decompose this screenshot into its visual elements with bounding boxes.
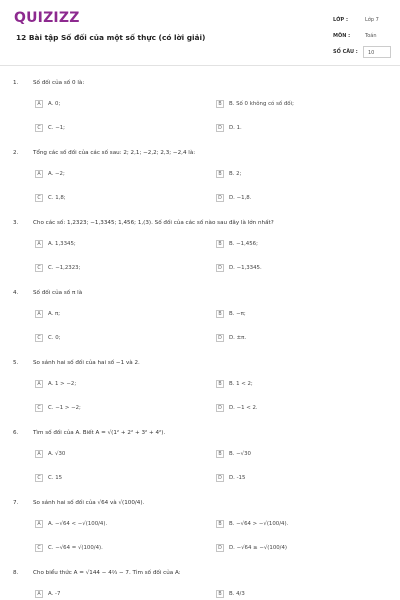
option-letter-box: B	[216, 520, 224, 528]
question-text: Tìm số đối của A. Biết A = √(1² + 2² + 3² + 4²).	[33, 430, 166, 436]
meta-value: Toán	[365, 33, 377, 39]
meta-label: SỐ CÂU :	[333, 49, 358, 55]
option-text: C. −1,2323;	[48, 265, 81, 271]
option-letter-box: B	[216, 450, 224, 458]
page-title: 12 Bài tập Số đối của một số thực (có lời giải)	[16, 33, 206, 42]
question-text: Số đối của số π là	[33, 290, 83, 296]
meta-class	[333, 13, 391, 29]
option-letter-box: C	[35, 124, 43, 132]
option-letter-box: B	[216, 380, 224, 388]
option-text: D. -15	[229, 475, 246, 481]
option-letter-box: C	[35, 544, 43, 552]
meta-label: MÔN :	[333, 33, 351, 39]
option-letter-box: A	[35, 100, 43, 108]
question-number: 1.	[13, 80, 19, 86]
option-letter-box: A	[35, 380, 43, 388]
option-text: A. −√64 < −√(100/4).	[48, 521, 108, 527]
option-text: D. −1,8.	[229, 195, 252, 201]
option-letter-box: B	[216, 240, 224, 248]
question-text: So sánh hai số đối của hai số −1 và 2.	[33, 360, 140, 366]
option-letter-box: B	[216, 170, 224, 178]
option-letter-box: D	[216, 124, 224, 132]
option-letter-box: C	[35, 404, 43, 412]
option-letter-box: D	[216, 404, 224, 412]
option-text: D. ±π.	[229, 335, 247, 341]
meta-subject	[333, 29, 391, 45]
question-number: 8.	[13, 570, 19, 576]
option-letter-box: B	[216, 310, 224, 318]
option-letter-box: C	[35, 264, 43, 272]
question-number: 4.	[13, 290, 19, 296]
meta-value: Lớp 7	[365, 17, 379, 23]
question-number: 2.	[13, 150, 19, 156]
worksheet-meta	[333, 13, 391, 61]
option-letter-box: B	[216, 100, 224, 108]
option-letter-box: A	[35, 170, 43, 178]
option-letter-box: D	[216, 264, 224, 272]
meta-label: LỚP :	[333, 17, 348, 23]
option-letter-box: C	[35, 194, 43, 202]
option-text: B. −π;	[229, 311, 246, 317]
option-letter-box: A	[35, 310, 43, 318]
option-letter-box: A	[35, 590, 43, 598]
option-text: A. √30	[48, 451, 66, 457]
option-text: C. 0;	[48, 335, 61, 341]
option-text: C. −1 > −2;	[48, 405, 81, 411]
option-text: D. 1.	[229, 125, 242, 131]
option-letter-box: A	[35, 520, 43, 528]
option-text: A. 0;	[48, 101, 61, 107]
question-text: So sánh hai số đối của √64 và √(100/4).	[33, 500, 145, 506]
question-number: 3.	[13, 220, 19, 226]
option-text: B. 4/3	[229, 591, 245, 597]
question-number: 7.	[13, 500, 19, 506]
option-text: A. 1 > −2;	[48, 381, 77, 387]
question-text: Số đối của số 0 là:	[33, 80, 85, 86]
quizizz-logo: QUIZIZZ	[14, 10, 80, 26]
option-text: A. −2;	[48, 171, 65, 177]
question-text: Cho các số: 1,2323; −1,3345; 1,456; 1,(3). Số đối của các số nào sau đây là lớn nhất?	[33, 220, 274, 226]
option-letter-box: D	[216, 334, 224, 342]
question-text: Tổng các số đối của các số sau: 2; 2,1; −2,2; 2,3; −2,4 là:	[33, 150, 196, 156]
option-text: B. −√30	[229, 451, 251, 457]
question-number: 5.	[13, 360, 19, 366]
option-text: D. −√64 ≥ −√(100/4)	[229, 545, 288, 551]
option-text: B. −√64 > −√(100/4).	[229, 521, 289, 527]
option-letter-box: A	[35, 240, 43, 248]
option-letter-box: D	[216, 194, 224, 202]
meta-value-box: 10	[363, 46, 391, 58]
option-text: D. −1,3345.	[229, 265, 262, 271]
option-text: D. −1 < 2.	[229, 405, 258, 411]
option-text: B. 1 < 2;	[229, 381, 253, 387]
worksheet-header	[0, 0, 400, 66]
option-text: C. −√64 = √(100/4).	[48, 545, 103, 551]
option-text: B. Số 0 không có số đối;	[229, 101, 294, 107]
option-text: C. −1;	[48, 125, 65, 131]
question-number: 6.	[13, 430, 19, 436]
option-letter-box: C	[35, 474, 43, 482]
meta-question-count	[333, 45, 391, 61]
option-text: A. 1,3345;	[48, 241, 76, 247]
option-letter-box: A	[35, 450, 43, 458]
option-letter-box: D	[216, 544, 224, 552]
option-text: A. -7	[48, 591, 61, 597]
question-text: Cho biểu thức A = √144 − 4⅔ − 7. Tìm số đối của A:	[33, 570, 181, 576]
option-text: B. 2;	[229, 171, 242, 177]
option-text: A. π;	[48, 311, 61, 317]
option-letter-box: C	[35, 334, 43, 342]
option-text: B. −1,456;	[229, 241, 258, 247]
option-text: C. 1,8;	[48, 195, 66, 201]
option-letter-box: B	[216, 590, 224, 598]
option-text: C. 15	[48, 475, 63, 481]
option-letter-box: D	[216, 474, 224, 482]
